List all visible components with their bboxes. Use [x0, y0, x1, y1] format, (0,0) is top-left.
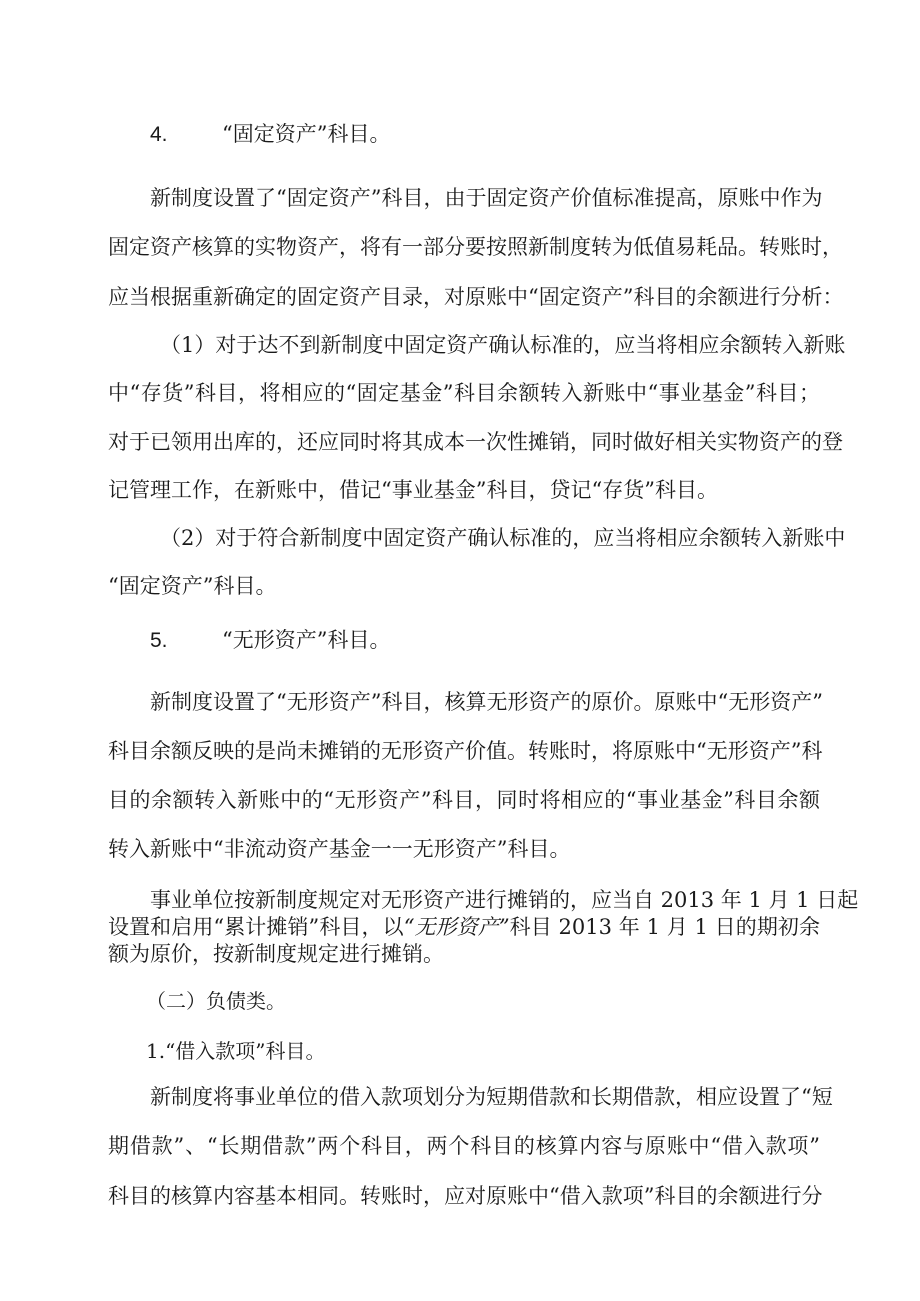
paragraph-line: 新制度设置了“无形资产”科目，核算无形资产的原价。原账中“无形资产”: [150, 690, 823, 714]
section-4-number: 4.: [150, 123, 168, 146]
paragraph-line: 事业单位按新制度规定对无形资产进行摊销的，应当自 2013 年 1 月 1 日起: [150, 888, 859, 912]
paragraph-line: 期借款”、“长期借款”两个科目，两个科目的核算内容与原账中“借入款项”: [108, 1134, 820, 1158]
paragraph-line: 新制度将事业单位的借入款项划分为短期借款和长期借款，相应设置了“短: [150, 1085, 833, 1109]
paragraph-line: 科目的核算内容基本相同。转账时，应对原账中“借入款项”科目的余额进行分: [108, 1184, 823, 1208]
text-run: 设置和启用“累计摊销”科目，以: [108, 915, 404, 939]
paragraph-line: 科目余额反映的是尚未摊销的无形资产价值。转账时，将原账中“无形资产”科: [108, 739, 823, 763]
text-run: 科目 2013 年 1 月 1 日的期初余: [509, 915, 820, 939]
paragraph-line: 记管理工作，在新账中，借记“事业基金”科目，贷记“存货”科目。: [108, 478, 718, 502]
paragraph-line: 中“存货”科目，将相应的“固定基金”科目余额转入新账中“事业基金”科目；: [108, 381, 820, 405]
paragraph-line: “固定资产”科目。: [108, 574, 277, 598]
paragraph-line: 固定资产核算的实物资产，将有一部分要按照新制度转为低值易耗品。转账时，: [108, 235, 843, 259]
section-5-title: “无形资产”科目。: [222, 628, 391, 652]
liabilities-heading: （二）负债类。: [146, 989, 286, 1013]
paragraph-line: 额为原价，按新制度规定进行摊销。: [108, 942, 444, 966]
paragraph-line: 目的余额转入新账中的“无形资产”科目，同时将相应的“事业基金”科目余额: [108, 788, 820, 812]
section-4-heading: [108, 120, 820, 149]
paragraph-line: 转入新账中“非流动资产基金一一无形资产”科目。: [108, 837, 571, 861]
paragraph-line: 对于已领用出库的，还应同时将其成本一次性摊销，同时做好相关实物资产的登: [108, 430, 843, 454]
paragraph-line: 应当根据重新确定的固定资产目录，对原账中“固定资产”科目的余额进行分析：: [108, 285, 844, 309]
section-4-title: “固定资产”科目。: [222, 122, 391, 146]
section-5-heading: [108, 626, 820, 655]
borrowings-heading: 1.“借入款项”科目。: [146, 1039, 326, 1063]
italic-text-run: “无形资产”: [403, 915, 510, 939]
paragraph-line-mixed: [108, 913, 820, 941]
paragraph-line: （1）对于达不到新制度中固定资产确认标准的，应当将相应余额转入新账: [160, 333, 846, 357]
section-5-number: 5.: [150, 629, 168, 652]
paragraph-line: （2）对于符合新制度中固定资产确认标准的，应当将相应余额转入新账中: [160, 526, 846, 550]
paragraph-line: 新制度设置了“固定资产”科目，由于固定资产价值标准提高，原账中作为: [150, 186, 823, 210]
